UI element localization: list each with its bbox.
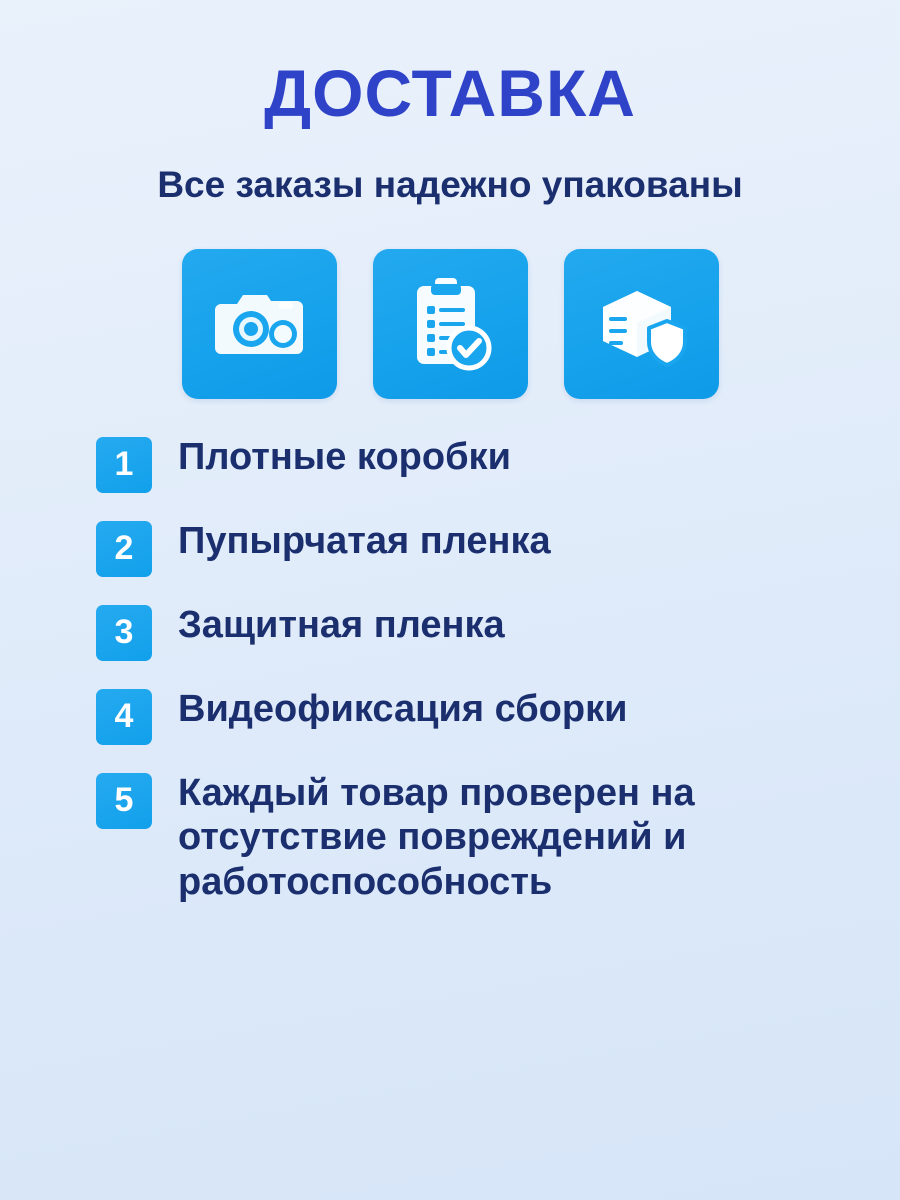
list-item-number: 5 [96, 773, 152, 829]
icon-row [0, 249, 900, 399]
list-item-number: 2 [96, 521, 152, 577]
list-item [96, 519, 860, 577]
camera-icon [213, 286, 305, 362]
page-subtitle: Все заказы надежно упакованы [157, 164, 743, 205]
list-item [96, 687, 860, 745]
list-item-label: Защитная пленка [178, 603, 505, 646]
clipboard-check-icon [407, 276, 493, 372]
icon-tile-camera [182, 249, 337, 399]
list-item-label: Пупырчатая пленка [178, 519, 551, 562]
feature-list [0, 435, 900, 905]
page-title: ДОСТАВКА [264, 56, 636, 130]
list-item-label: Плотные коробки [178, 435, 511, 478]
list-item [96, 771, 860, 905]
list-item-number: 3 [96, 605, 152, 661]
icon-tile-box [564, 249, 719, 399]
list-item [96, 603, 860, 661]
list-item [96, 435, 860, 493]
box-shield-icon [593, 281, 689, 367]
list-item-label: Видеофиксация сборки [178, 687, 628, 730]
icon-tile-clipboard [373, 249, 528, 399]
list-item-label: Каждый товар проверен на отсутствие повреждений и работоспособность [178, 771, 695, 904]
list-item-number: 4 [96, 689, 152, 745]
list-item-number: 1 [96, 437, 152, 493]
